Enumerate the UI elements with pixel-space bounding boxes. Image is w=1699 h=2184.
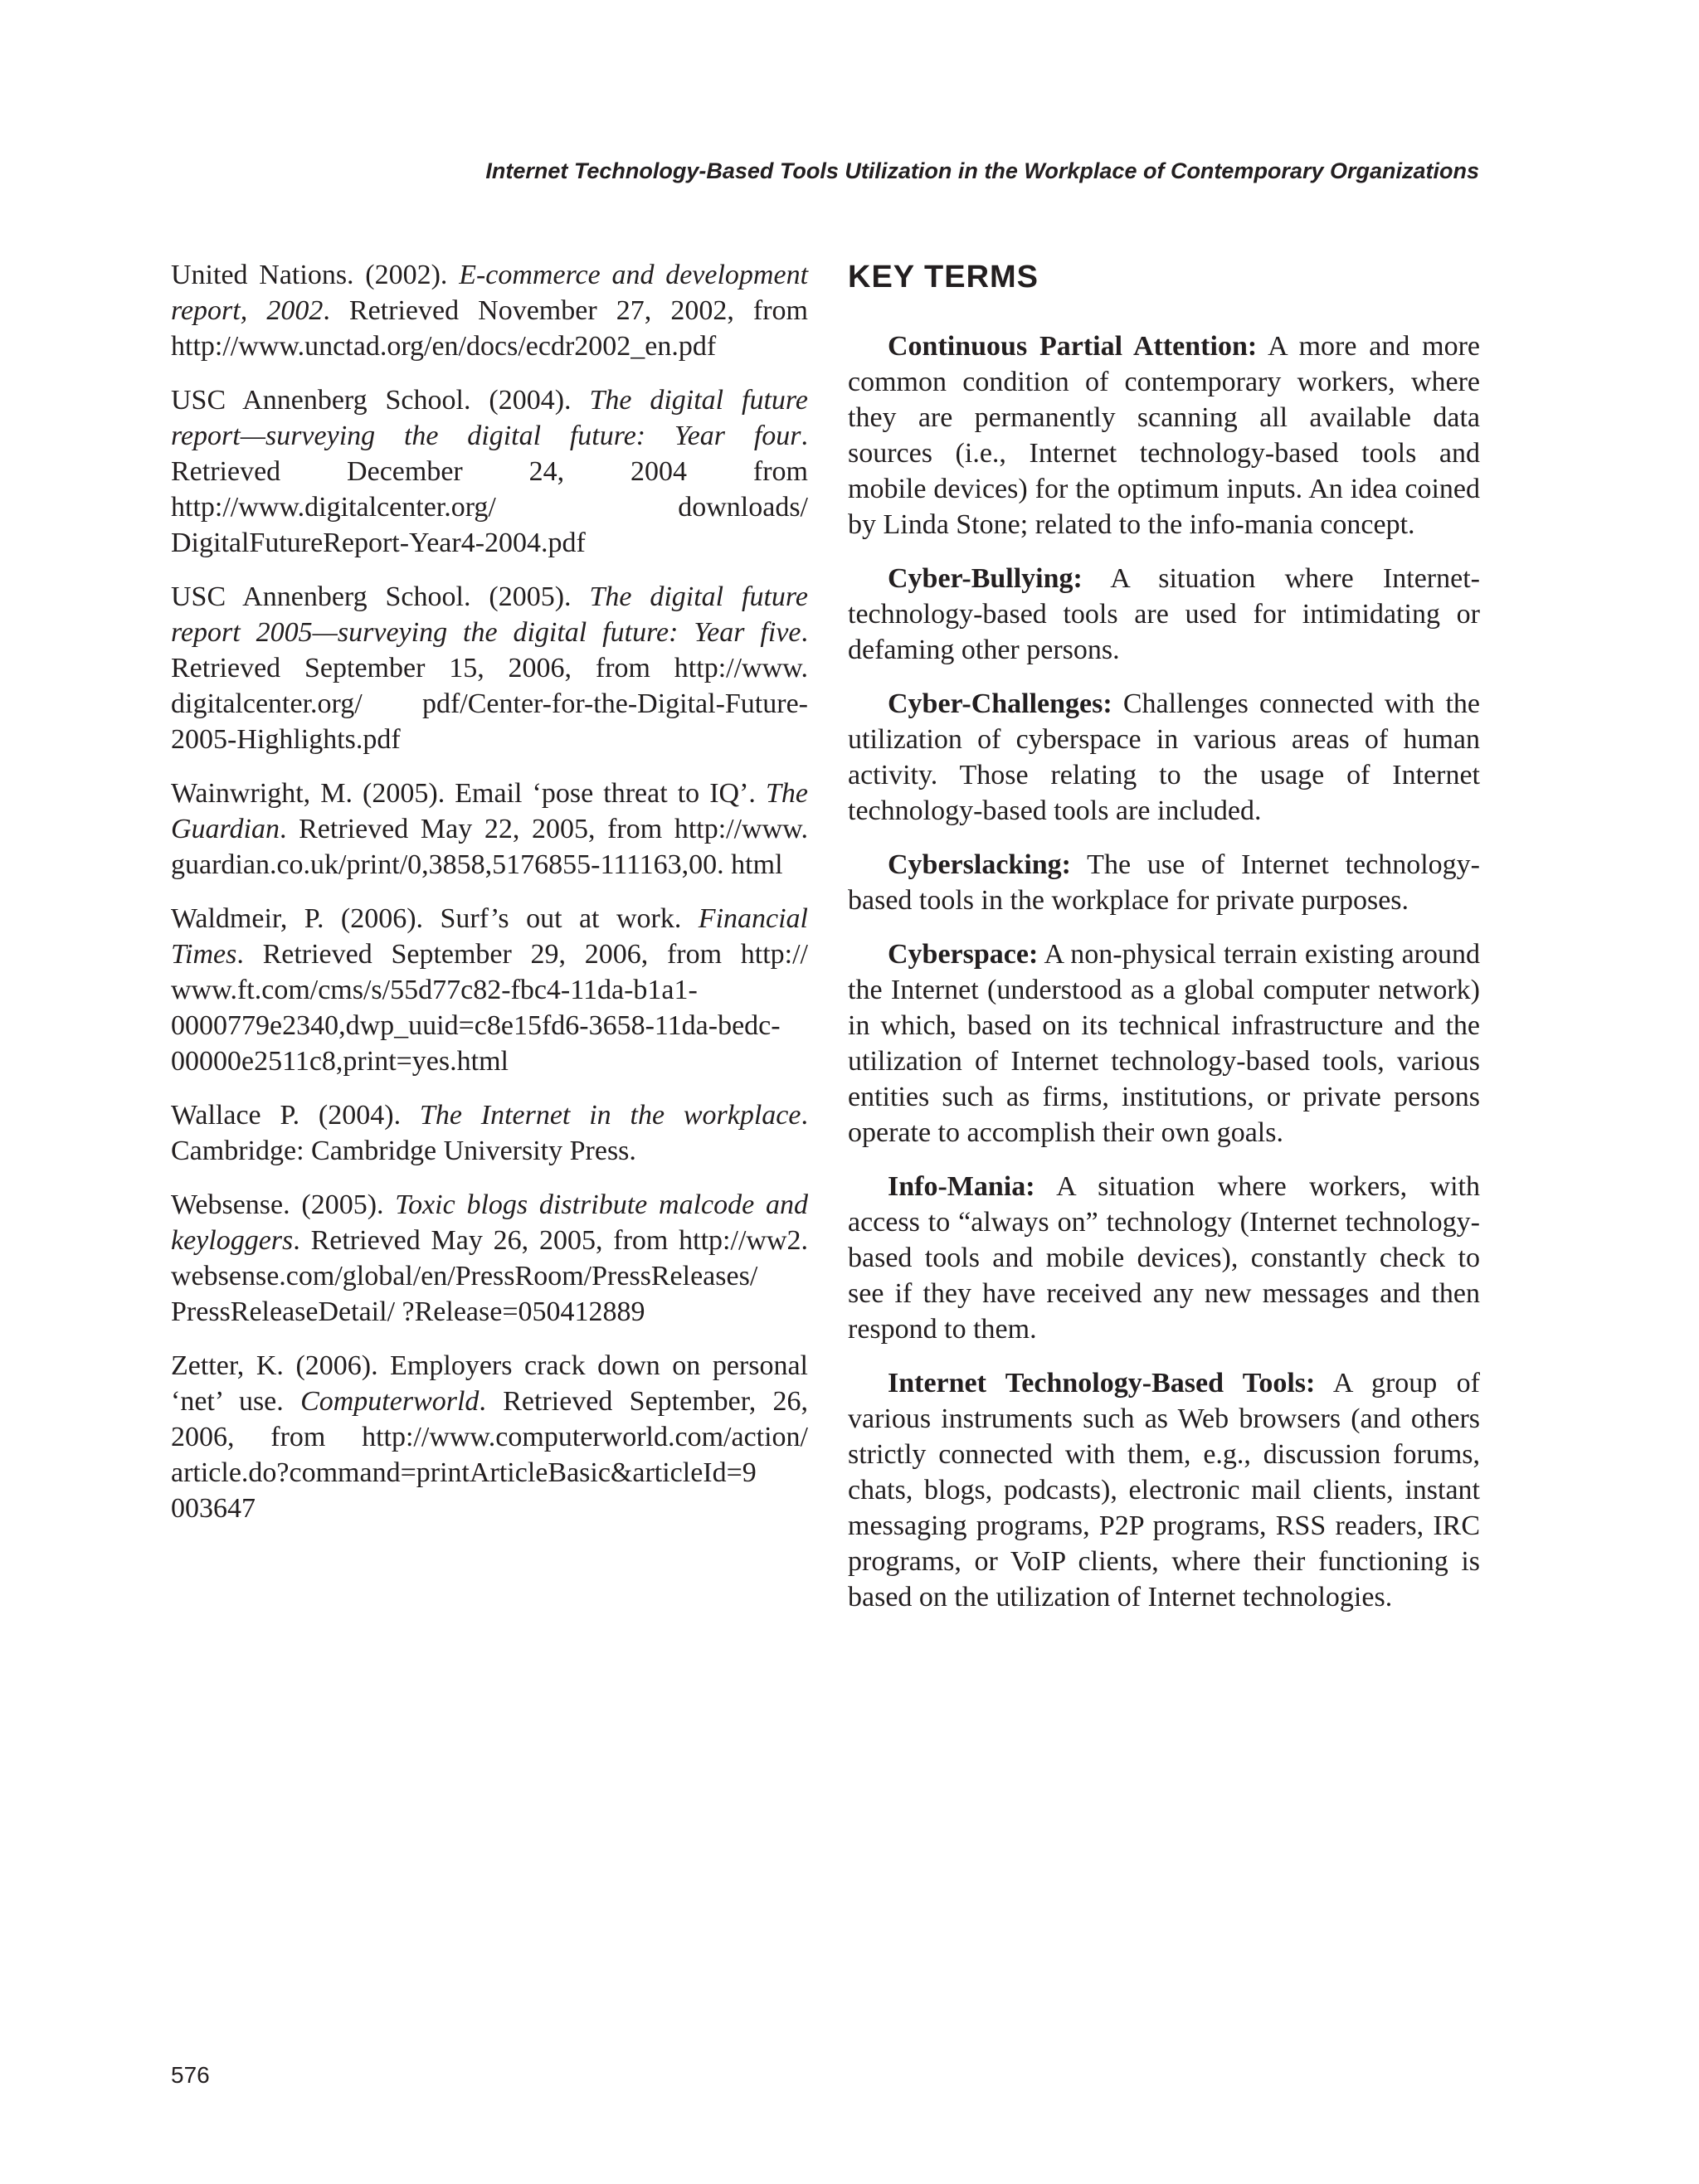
key-term-entry xyxy=(848,847,1480,918)
key-term-entry xyxy=(848,561,1480,668)
reference-title: The Internet in the workplace xyxy=(419,1100,801,1131)
key-term-name: Cyber-Bullying: xyxy=(888,563,1083,594)
reference-text: Wallace P. (2004). xyxy=(171,1100,420,1131)
reference-text: . Retrieved May 22, 2005, from http://www. guardian.co.uk/print/0,3858,5176855-111163,00. html xyxy=(171,814,808,880)
reference-title: Toxic blogs distribute malcode and keyloggers xyxy=(171,1189,808,1256)
reference-text: Zetter, K. (2006). Employers crack down on personal ‘net’ use. xyxy=(171,1350,808,1417)
reference-title: Financial Times xyxy=(171,903,808,970)
reference-entry xyxy=(171,579,808,757)
reference-text: Wainwright, M. (2005). Email ‘pose threat to IQ’. xyxy=(171,778,766,809)
reference-text: USC Annenberg School. (2005). xyxy=(171,581,590,612)
key-terms-heading: KEY TERMS xyxy=(848,260,1039,294)
key-term-name: Continuous Partial Attention: xyxy=(888,331,1258,362)
key-term-definition: A situation where Internet-technology-based tools are used for intimidating or defaming other persons. xyxy=(848,563,1480,665)
key-term-name: Internet Technology-Based Tools: xyxy=(888,1368,1316,1398)
references-column xyxy=(171,257,808,1544)
reference-text: . Retrieved September 15, 2006, from http://www. digitalcenter.org/ pdf/Center-for-the-Digital-Future-2005-Highlights.pdf xyxy=(171,617,808,755)
key-term-name: Cyberspace: xyxy=(888,939,1039,970)
reference-text: . Retrieved May 26, 2005, from http://ww2. websense.com/global/en/PressRoom/PressReleases/ PressReleaseDetail/ ?Release=050412889 xyxy=(171,1225,808,1327)
reference-text: Websense. (2005). xyxy=(171,1189,396,1220)
key-term-definition: A more and more common condition of contemporary workers, where they are permanently scanning all available data sources (i.e., Internet technology-based tools and mobile devices) for the optimum inputs. An idea coined by Linda Stone; related to the info-mania concept. xyxy=(848,331,1480,540)
reference-text: . Retrieved December 24, 2004 from http://www.digitalcenter.org/ downloads/ DigitalFutureReport-Year4-2004.pdf xyxy=(171,421,808,558)
reference-text: USC Annenberg School. (2004). xyxy=(171,385,590,416)
key-term-entry xyxy=(848,1365,1480,1615)
reference-entry xyxy=(171,257,808,364)
reference-entry xyxy=(171,1348,808,1526)
key-term-name: Cyberslacking: xyxy=(888,849,1071,880)
reference-text: Waldmeir, P. (2006). Surf’s out at work. xyxy=(171,903,699,934)
reference-title: The digital future report—surveying the digital future: Year four xyxy=(171,385,808,451)
key-term-name: Cyber-Challenges: xyxy=(888,688,1112,719)
key-term-definition: A non-physical terrain existing around the Internet (understood as a global computer network) in which, based on its technical infrastructure and the utilization of Internet technology-based tools, various entities such as firms, institutions, or private persons operate to accomplish their own goals. xyxy=(848,939,1480,1148)
key-term-entry xyxy=(848,328,1480,542)
reference-text: . Retrieved September 29, 2006, from http:// www.ft.com/cms/s/55d77c82-fbc4-11da-b1a1-0000779e2340,dwp_uuid=c8e15fd6-3658-11da-bedc-00000e2511c8,print=yes.html xyxy=(171,939,808,1077)
key-term-definition: A group of various instruments such as Web browsers (and others strictly connected with them, e.g., discussion forums, chats, blogs, podcasts), electronic mail clients, instant messaging programs, P2P programs, RSS readers, IRC programs, or VoIP clients, where their functioning is based on the utilization of Internet technologies. xyxy=(848,1368,1480,1612)
reference-entry xyxy=(171,1097,808,1169)
reference-title: E-commerce and development report, 2002 xyxy=(171,260,809,326)
key-terms-column xyxy=(848,257,1480,1633)
key-term-definition: A situation where workers, with access to “always on” technology (Internet technology-based tools and mobile devices), constantly check to see if they have received any new messages and then respond to them. xyxy=(848,1171,1480,1345)
reference-title: Computerworld xyxy=(300,1386,480,1417)
key-term-name: Info-Mania: xyxy=(888,1171,1035,1202)
key-term-entry xyxy=(848,1169,1480,1347)
reference-text: United Nations. (2002). xyxy=(171,260,460,290)
reference-title: The Guardian xyxy=(171,778,808,844)
reference-entry xyxy=(171,382,808,561)
reference-text: . Retrieved November 27, 2002, from http://www.unctad.org/en/docs/ecdr2002_en.pdf xyxy=(171,295,808,362)
reference-entry xyxy=(171,1187,808,1330)
reference-text: . Cambridge: Cambridge University Press. xyxy=(171,1100,808,1166)
key-term-entry xyxy=(848,936,1480,1150)
reference-text: . Retrieved September, 26, 2006, from http://www.computerworld.com/action/ article.do?command=printArticleBasic&articleId=9 003647 xyxy=(171,1386,808,1524)
page-number: 576 xyxy=(171,2062,210,2088)
reference-title: The digital future report 2005—surveying the digital future: Year five xyxy=(171,581,808,648)
reference-entry xyxy=(171,901,808,1079)
running-head: Internet Technology-Based Tools Utilization in the Workplace of Contemporary Organizations xyxy=(485,158,1479,183)
key-term-entry xyxy=(848,686,1480,829)
key-term-definition: The use of Internet technology-based tools in the workplace for private purposes. xyxy=(848,849,1480,916)
key-term-definition: Challenges connected with the utilization of cyberspace in various areas of human activity. Those relating to the usage of Internet technology-based tools are included. xyxy=(848,688,1480,826)
reference-entry xyxy=(171,776,808,883)
